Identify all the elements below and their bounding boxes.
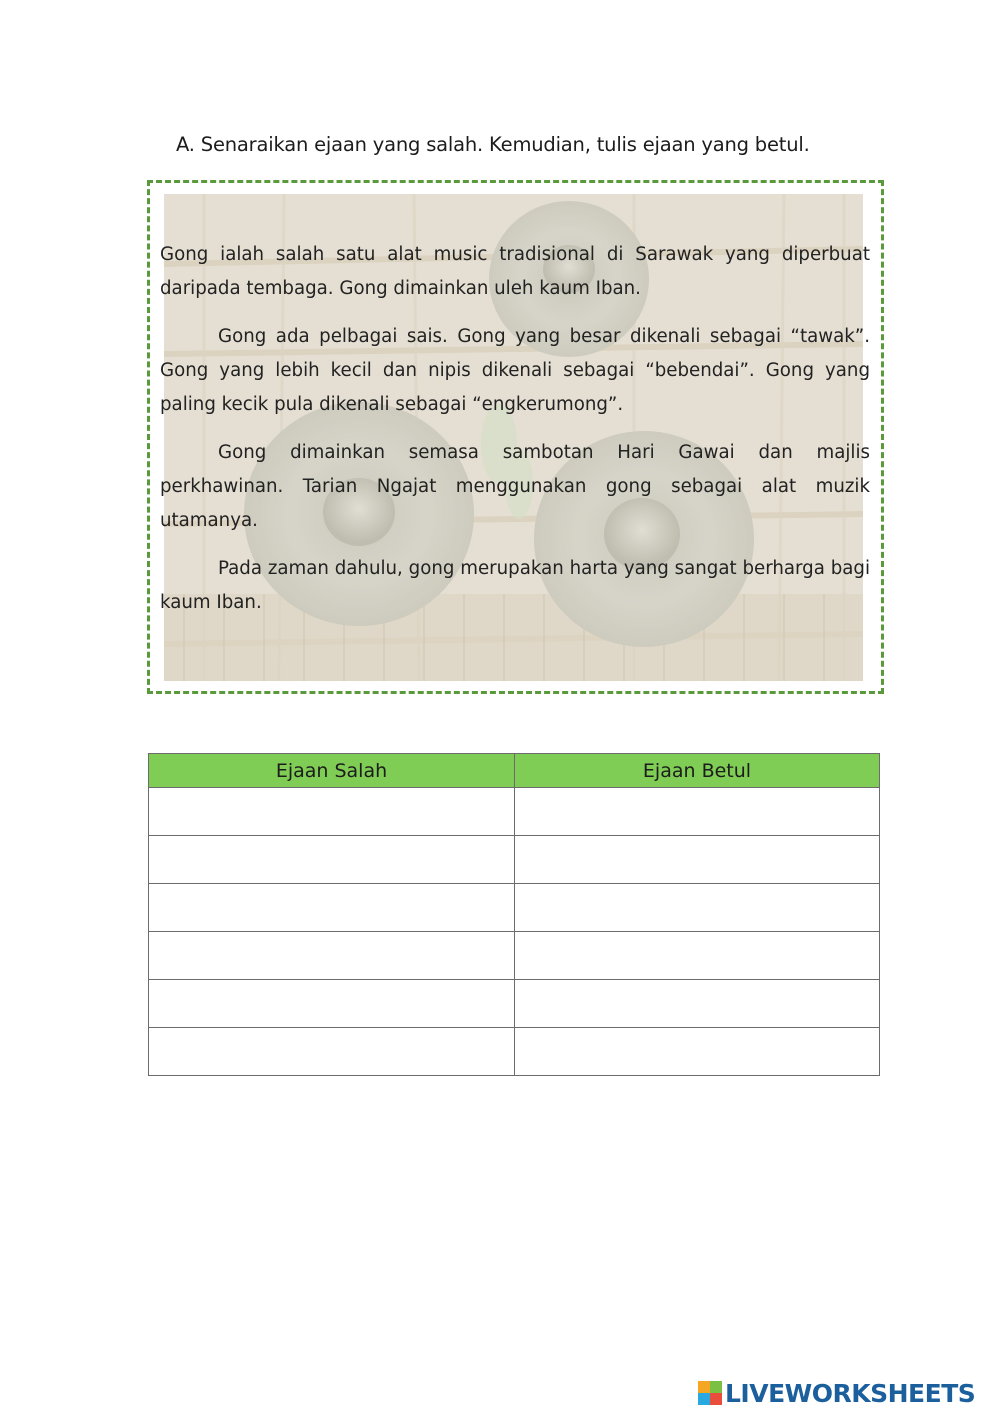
answer-input-salah-6[interactable] bbox=[149, 1028, 514, 1075]
liveworksheets-logo-icon bbox=[698, 1381, 722, 1405]
table-row bbox=[149, 1028, 880, 1076]
answer-input-betul-1[interactable] bbox=[515, 788, 879, 835]
header-ejaan-salah: Ejaan Salah bbox=[149, 754, 515, 788]
cell-salah bbox=[149, 932, 515, 980]
table-row bbox=[149, 932, 880, 980]
instruction-heading: A. Senaraikan ejaan yang salah. Kemudian, tulis ejaan yang betul. bbox=[176, 133, 810, 156]
passage-text bbox=[160, 238, 870, 634]
cell-betul bbox=[515, 1028, 880, 1076]
passage-paragraph-4: Pada zaman dahulu, gong merupakan harta yang sangat berharga bagi kaum Iban. bbox=[160, 558, 870, 613]
cell-betul bbox=[515, 836, 880, 884]
cell-salah bbox=[149, 788, 515, 836]
table-row bbox=[149, 884, 880, 932]
answer-input-salah-2[interactable] bbox=[149, 836, 514, 883]
table-row bbox=[149, 836, 880, 884]
answer-input-salah-3[interactable] bbox=[149, 884, 514, 931]
cell-betul bbox=[515, 980, 880, 1028]
answer-input-salah-1[interactable] bbox=[149, 788, 514, 835]
cell-betul bbox=[515, 932, 880, 980]
answer-table bbox=[148, 753, 880, 1076]
answer-input-salah-4[interactable] bbox=[149, 932, 514, 979]
answer-input-betul-4[interactable] bbox=[515, 932, 879, 979]
cell-salah bbox=[149, 884, 515, 932]
table-header-row bbox=[149, 754, 880, 788]
cell-betul bbox=[515, 788, 880, 836]
passage-paragraph-3: Gong dimainkan semasa sambotan Hari Gawai dan majlis perkhawinan. Tarian Ngajat menggunakan gong sebagai alat muzik utamanya. bbox=[160, 442, 870, 531]
passage-paragraph-1: Gong ialah salah satu alat music tradisional di Sarawak yang diperbuat daripada tembaga. Gong dimainkan uleh kaum Iban. bbox=[160, 244, 870, 299]
header-ejaan-betul: Ejaan Betul bbox=[515, 754, 880, 788]
liveworksheets-logo bbox=[698, 1378, 975, 1408]
answer-input-salah-5[interactable] bbox=[149, 980, 514, 1027]
answer-input-betul-3[interactable] bbox=[515, 884, 879, 931]
cell-salah bbox=[149, 836, 515, 884]
cell-betul bbox=[515, 884, 880, 932]
answer-input-betul-6[interactable] bbox=[515, 1028, 879, 1075]
table-row bbox=[149, 980, 880, 1028]
logo-text: LIVEWORKSHEETS bbox=[725, 1378, 976, 1408]
answer-input-betul-5[interactable] bbox=[515, 980, 879, 1027]
cell-salah bbox=[149, 980, 515, 1028]
passage-paragraph-2: Gong ada pelbagai sais. Gong yang besar dikenali sebagai “tawak”. Gong yang lebih kecil dan nipis dikenali sebagai “bebendai”. Gong yang paling kecik pula dikenali sebagai “engkerumong”. bbox=[160, 326, 870, 415]
table-row bbox=[149, 788, 880, 836]
cell-salah bbox=[149, 1028, 515, 1076]
answer-input-betul-2[interactable] bbox=[515, 836, 879, 883]
